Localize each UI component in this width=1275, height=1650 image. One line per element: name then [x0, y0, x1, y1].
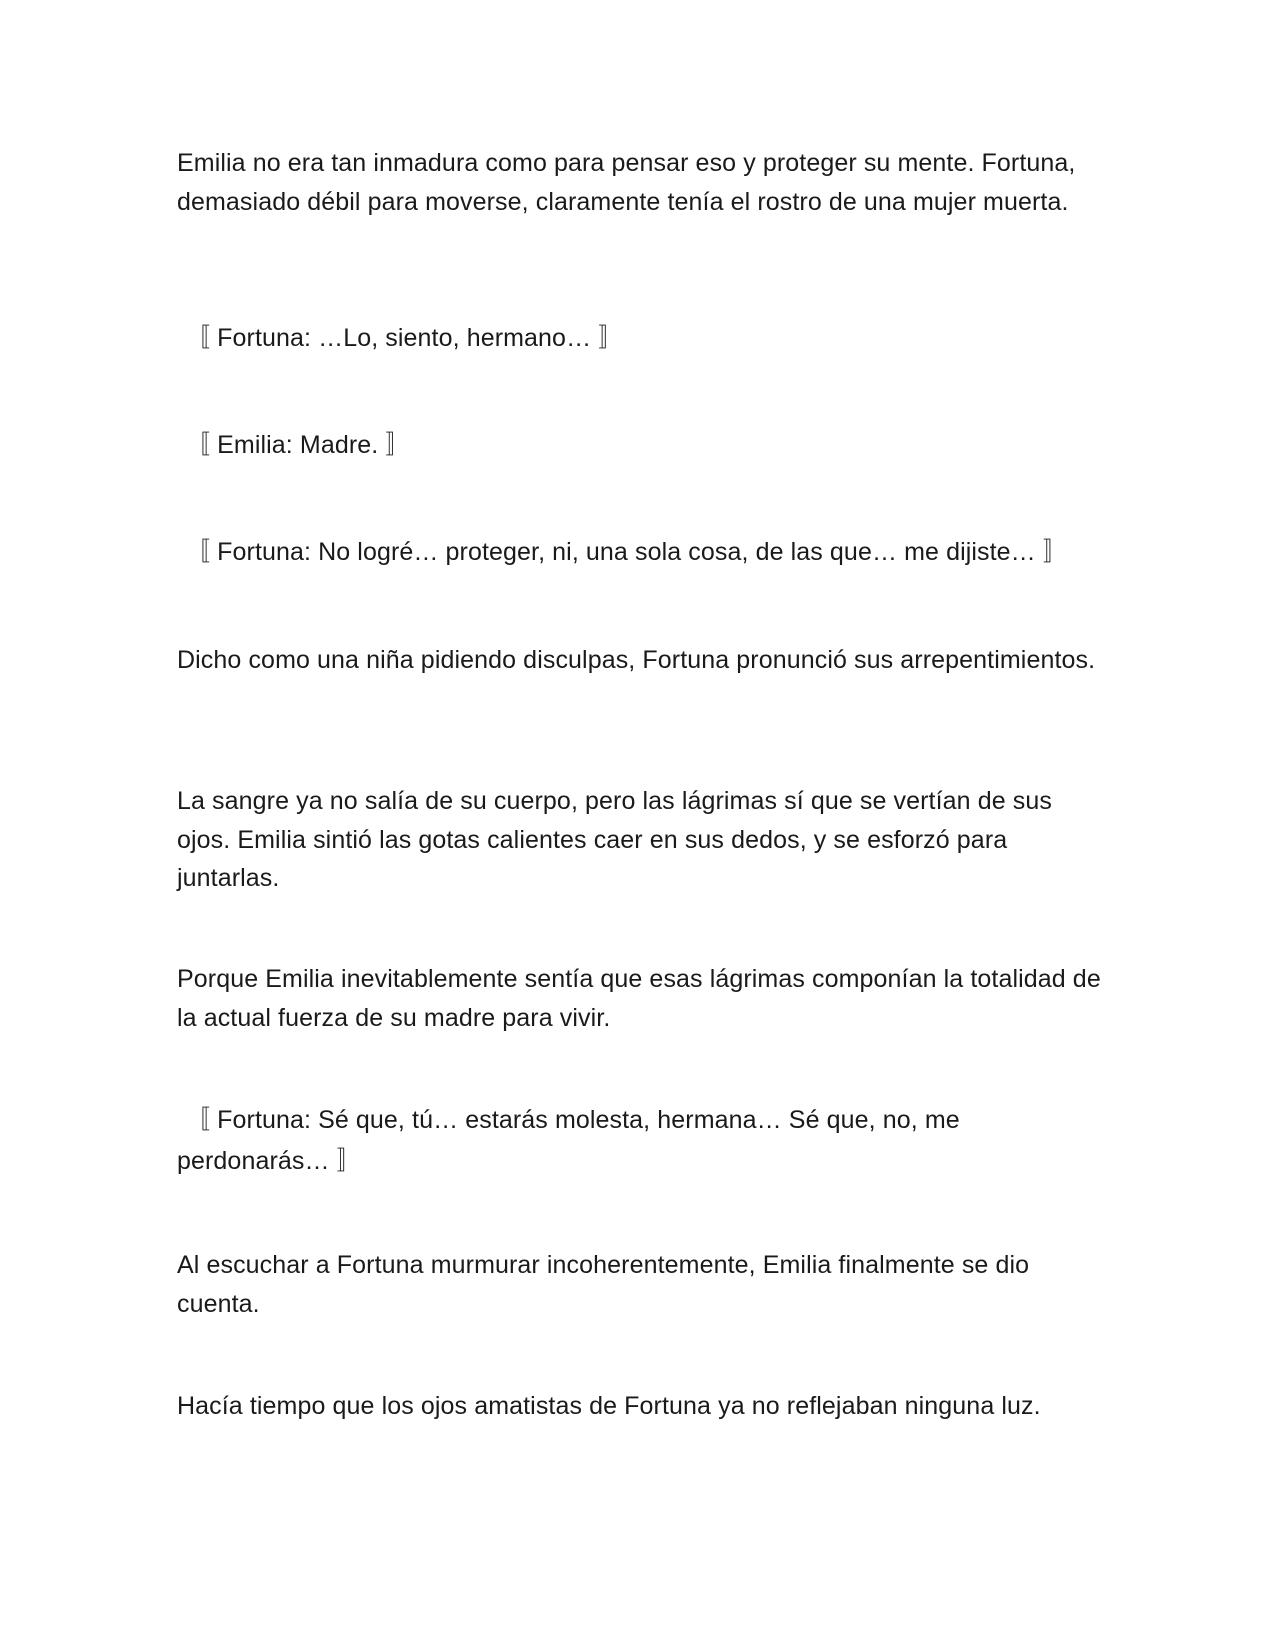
- dialogue-fortuna-lo-siento: 〚 Fortuna: …Lo, siento, hermano… 〛: [185, 324, 624, 352]
- dialogue-fortuna-no-logre: 〚 Fortuna: No logré… proteger, ni, una sola cosa, de las que… me dijiste… 〛: [185, 538, 1068, 566]
- paragraph-dicho-como-nina: Dicho como una niña pidiendo disculpas, Fortuna pronunció sus arrepentimientos.: [177, 646, 1096, 674]
- paragraph-la-sangre: La sangre ya no salía de su cuerpo, pero las lágrimas sí que se vertían de sus ojos. Emilia sintió las gotas calientes caer en sus dedos, y se esforzó para juntarlas.: [177, 787, 1052, 892]
- dialogue-line-1: 〚 Fortuna: Sé que, tú… estarás molesta, hermana… Sé que, no, me: [185, 1106, 960, 1134]
- paragraph-hacia-tiempo: Hacía tiempo que los ojos amatistas de Fortuna ya no reflejaban ninguna luz.: [177, 1392, 1041, 1420]
- paragraph-emilia-inmadura: Emilia no era tan inmadura como para pensar eso y proteger su mente. Fortuna, demasiado débil para moverse, claramente tenía el rostro de una mujer muerta.: [177, 149, 1076, 216]
- dialogue-emilia-madre: 〚 Emilia: Madre. 〛: [185, 431, 411, 459]
- paragraph-al-escuchar: Al escuchar a Fortuna murmurar incoherentemente, Emilia finalmente se dio cuenta.: [177, 1251, 1030, 1318]
- dialogue-fortuna-se-que: [177, 1100, 1105, 1182]
- paragraph-porque-emilia: Porque Emilia inevitablemente sentía que esas lágrimas componían la totalidad de la actual fuerza de su madre para vivir.: [177, 965, 1101, 1032]
- dialogue-line-2: perdonarás… 〛: [177, 1147, 362, 1175]
